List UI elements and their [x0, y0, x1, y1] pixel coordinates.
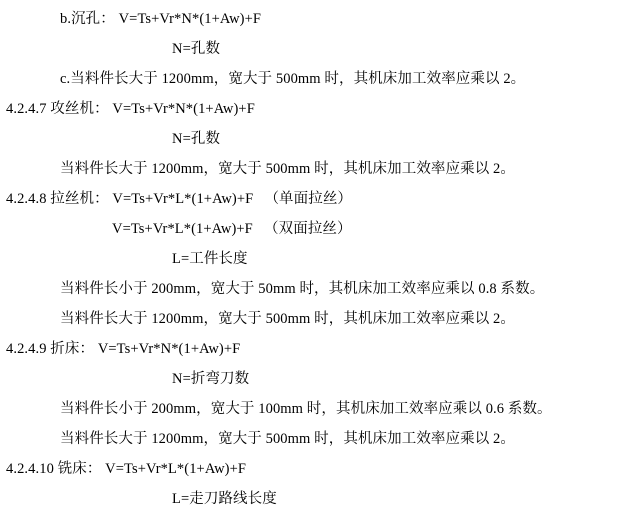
document-line: 4.2.4.10 铣床： V=Ts+Vr*L*(1+Aw)+F	[6, 461, 247, 477]
document-line: N=孔数	[172, 41, 221, 57]
document-line: 当料件长大于 1200mm，宽大于 500mm 时，其机床加工效率应乘以 2。	[60, 431, 516, 447]
document-line: 4.2.4.8 拉丝机： V=Ts+Vr*L*(1+Aw)+F （单面拉丝）	[6, 191, 353, 207]
document-line: V=Ts+Vr*L*(1+Aw)+F （双面拉丝）	[112, 221, 352, 237]
document-line: 当料件长大于 1200mm，宽大于 500mm 时，其机床加工效率应乘以 2。	[60, 311, 516, 327]
document-line: c.当料件长大于 1200mm，宽大于 500mm 时，其机床加工效率应乘以 2。	[60, 71, 526, 87]
document-line: 当料件长大于 1200mm，宽大于 500mm 时，其机床加工效率应乘以 2。	[60, 161, 516, 177]
document-line: L=工件长度	[172, 251, 248, 267]
document-body	[6, 4, 630, 514]
document-line: N=孔数	[172, 131, 221, 147]
document-line: 当料件长小于 200mm，宽大于 50mm 时，其机床加工效率应乘以 0.8 系数。	[60, 281, 545, 297]
document-line: N=折弯刀数	[172, 371, 250, 387]
document-line: b.沉孔： V=Ts+Vr*N*(1+Aw)+F	[60, 11, 262, 27]
document-line: 4.2.4.7 攻丝机： V=Ts+Vr*N*(1+Aw)+F	[6, 101, 255, 117]
document-line: L=走刀路线长度	[172, 491, 277, 507]
document-line: 当料件长小于 200mm，宽大于 100mm 时，其机床加工效率应乘以 0.6 系数。	[60, 401, 552, 417]
document-line: 4.2.4.9 折床： V=Ts+Vr*N*(1+Aw)+F	[6, 341, 241, 357]
